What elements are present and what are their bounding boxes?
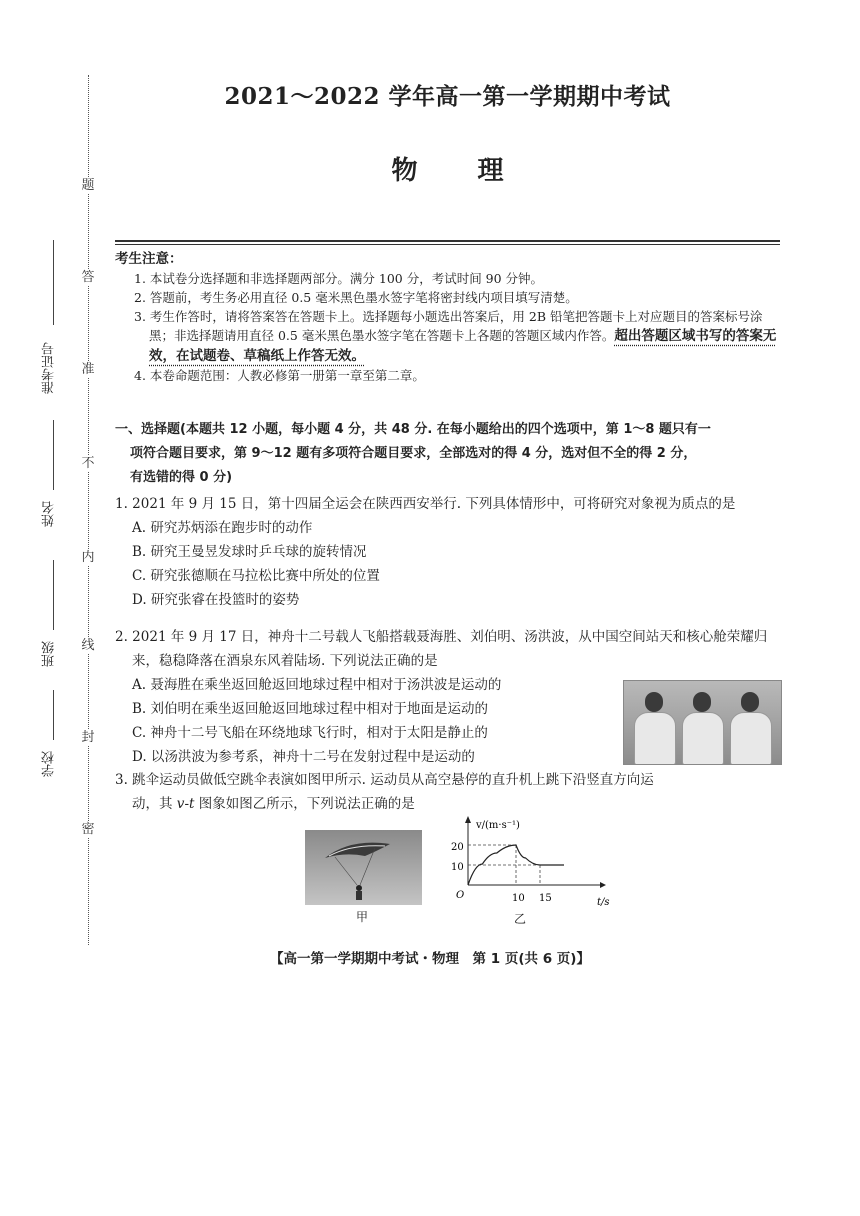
notice-heading: 考生注意： (115, 251, 183, 267)
binding-margin (0, 0, 110, 1216)
astronaut-figure (728, 686, 772, 764)
page-title: 2021～2022 学年高一第一学期期中考试 (224, 83, 671, 110)
astronaut-figure (632, 686, 676, 764)
seal-char: 题 (81, 178, 95, 193)
question-stem: 1. 2021 年 9 月 15 日，第十四届全运会在陕西西安举行. 下列具体情形中，可将研究对象视为质点的是 (115, 496, 736, 512)
notice-item: 2. 答题前，考生务必用直径 0.5 毫米黑色墨水签字笔将密封线内项目填写清楚。 (134, 290, 578, 305)
notice-item: 4. 本卷命题范围：人教必修第一册第一章至第二章。 (134, 368, 425, 383)
field-school[interactable] (42, 690, 66, 790)
question-3 (115, 768, 780, 816)
option: A. 研究苏炳添在跑步时的动作 (132, 520, 313, 536)
notice-item: 1. 本试卷分选择题和非选择题两部分。满分 100 分，考试时间 90 分钟。 (134, 271, 544, 286)
notice-emphasis: 超出答题区域书写的答案无效，在试题卷、草稿纸上作答无效。 (149, 328, 777, 364)
option: C. 研究张德顺在马拉松比赛中所处的位置 (132, 568, 380, 584)
seal-char: 密 (81, 822, 95, 837)
option: D. 以汤洪波为参考系，神舟十二号在发射过程中是运动的 (132, 749, 475, 765)
field-label: 班级 (42, 641, 57, 667)
section-line: 有选错的得 0 分) (130, 470, 233, 485)
option: A. 聂海胜在乘坐返回舱返回地球过程中相对于汤洪波是运动的 (132, 677, 502, 693)
seal-char: 封 (81, 730, 95, 745)
seal-char: 准 (81, 362, 95, 377)
figure-caption: 甲 (356, 910, 369, 924)
option: C. 神舟十二号飞船在环绕地球飞行时，相对于太阳是静止的 (132, 725, 488, 741)
option: B. 刘伯明在乘坐返回舱返回地球过程中相对于地面是运动的 (132, 701, 489, 717)
section-line: 一、选择题(本题共 12 小题，每小题 4 分，共 48 分. 在每小题给出的四个选项中，第 1～8 题只有一 (115, 422, 711, 437)
x-axis-label: t/s (597, 897, 610, 908)
seal-char: 内 (81, 550, 95, 565)
parachute-photo (305, 830, 422, 905)
parachute-icon (305, 830, 422, 905)
option: B. 研究王曼昱发球时乒乓球的旋转情况 (132, 544, 367, 560)
field-label: 学校 (42, 751, 57, 777)
origin-label: O (456, 890, 465, 901)
question-1 (115, 492, 780, 612)
seal-char: 答 (81, 270, 95, 285)
field-exam-number[interactable] (42, 240, 66, 410)
x-tick-label: 15 (539, 893, 552, 904)
option: D. 研究张睿在投篮时的姿势 (132, 592, 300, 608)
y-axis-label: v/(m·s⁻¹) (476, 820, 520, 831)
section-heading (115, 418, 780, 490)
vt-graph (450, 815, 610, 910)
seal-line (88, 75, 89, 945)
field-label: 准考证号 (42, 342, 57, 394)
x-tick-label: 10 (512, 893, 525, 904)
divider (115, 244, 780, 245)
notice-block (115, 250, 780, 385)
y-tick-label: 10 (451, 862, 464, 873)
section-line: 项符合题目要求，第 9～12 题有多项符合题目要求，全部选对的得 4 分，选对但不全的得 2 分， (130, 446, 697, 461)
seal-char: 线 (81, 638, 95, 653)
question-stem: 3. 跳伞运动员做低空跳伞表演如图甲所示. 运动员从高空悬停的直升机上跳下沿竖直方向运 (115, 772, 654, 788)
question-stem: 2. 2021 年 9 月 17 日，神舟十二号载人飞船搭载聂海胜、刘伯明、汤洪波，从中国空间站天和核心舱荣耀归来，稳稳降落在酒泉东风着陆场. 下列说法正确的是 (115, 629, 768, 669)
astronauts-photo (623, 680, 782, 765)
figure-caption: 乙 (514, 912, 527, 926)
x-axis-arrow (600, 882, 606, 888)
y-axis-arrow (465, 816, 471, 823)
field-name[interactable] (42, 420, 66, 540)
subject-title: 物理 (391, 156, 564, 186)
notice-item (115, 307, 780, 366)
seal-char: 不 (81, 456, 95, 471)
y-tick-label: 20 (451, 842, 464, 853)
astronaut-figure (680, 686, 724, 764)
field-label: 姓名 (42, 501, 57, 527)
question-stem-cont: 动，其 v-t 图象如图乙所示，下列说法正确的是 (132, 796, 415, 812)
divider (115, 240, 780, 242)
field-class[interactable] (42, 560, 66, 680)
page-footer: 【高一第一学期期中考试・物理 第 1 页(共 6 页)】 (270, 951, 590, 967)
notice-item-text: 3. 考生作答时，请将答案答在答题卡上。选择题每小题选出答案后，用 2B 铅笔把答题卡上对应题目的答案标号涂黑；非选择题请用直径 0.5 毫米黑色墨水签字笔在答题卡上各题的答题区域内作答。 (134, 309, 763, 343)
